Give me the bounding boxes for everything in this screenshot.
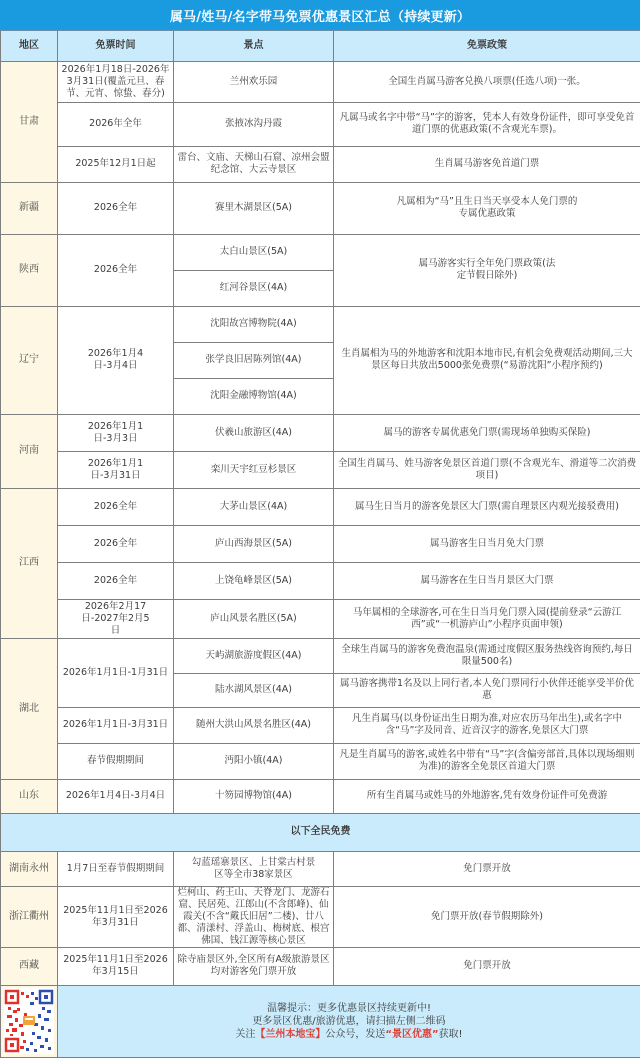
time-cell: 2025年11月1日至2026年3月15日 xyxy=(58,947,174,985)
time-cell: 2026年全年 xyxy=(58,102,174,146)
region-cell: 甘肃 xyxy=(1,61,58,182)
table-row xyxy=(1,886,640,947)
table-row xyxy=(1,146,640,182)
site-cell: 勾蓝瑶寨景区、上甘棠古村景区等全市38家景区 xyxy=(174,851,334,886)
time-cell: 2026全年 xyxy=(58,488,174,525)
policy-cell: 属马游客实行全年免门票政策(法定节假日除外) xyxy=(334,234,640,306)
policy-table xyxy=(0,31,640,1058)
policy-cell: 属马游客携带1名及以上同行者,本人免门票同行小伙伴还能享受半价优惠 xyxy=(334,673,640,707)
site-cell: 栾川天宇红豆杉景区 xyxy=(174,451,334,488)
region-cell: 西藏 xyxy=(1,947,58,985)
table-row xyxy=(1,488,640,525)
policy-cell: 属马游客生日当月免大门票 xyxy=(334,525,640,562)
site-cell: 除寺庙景区外,全区所有A级旅游景区均对游客免门票开放 xyxy=(174,947,334,985)
policy-cell: 属马的游客专属优惠免门票(需现场单独购买保险) xyxy=(334,414,640,451)
table-row xyxy=(1,306,640,342)
policy-cell: 马年属相的全球游客,可在生日当月免门票入园(提前登录“云游江西”或“一机游庐山”小程序页面申领) xyxy=(334,599,640,638)
qr-code-icon[interactable] xyxy=(4,988,54,1054)
policy-cell: 免门票开放 xyxy=(334,851,640,886)
region-cell: 河南 xyxy=(1,414,58,488)
time-cell: 2026全年 xyxy=(58,182,174,234)
policy-cell: 生肖属相为马的外地游客和沈阳本地市民,有机会免费观活动期间,三大景区每日共放出5000张免费票(“易游沈阳”小程序预约) xyxy=(334,306,640,414)
time-cell: 2026年1月1日-3月31日 xyxy=(58,451,174,488)
site-cell: 张学良旧居陈列馆(4A) xyxy=(174,342,334,378)
region-cell: 江西 xyxy=(1,488,58,638)
time-cell: 2026全年 xyxy=(58,234,174,306)
table-row xyxy=(1,61,640,102)
region-cell: 浙江衢州 xyxy=(1,886,58,947)
footer-line-1: 温馨提示：更多优惠景区持续更新中! xyxy=(61,1002,637,1015)
region-cell: 新疆 xyxy=(1,182,58,234)
table-row xyxy=(1,562,640,599)
table-row xyxy=(1,743,640,779)
site-cell: 十笏园博物馆(4A) xyxy=(174,779,334,813)
site-cell: 兰州欢乐园 xyxy=(174,61,334,102)
region-cell: 山东 xyxy=(1,779,58,813)
account-name: 【兰州本地宝】 xyxy=(255,1029,325,1040)
time-cell: 2026全年 xyxy=(58,525,174,562)
footer-mid: 公众号，发送 xyxy=(325,1029,385,1040)
time-cell: 2025年11月1日至2026年3月31日 xyxy=(58,886,174,947)
policy-cell: 凡是生肖属马的游客,或姓名中带有“马”字(含偏旁部首,具体以现场细则为准)的游客全免景区首道大门票 xyxy=(334,743,640,779)
policy-cell: 所有生肖属马或姓马的外地游客,凭有效身份证件可免费游 xyxy=(334,779,640,813)
site-cell: 天屿湖旅游度假区(4A) xyxy=(174,638,334,673)
site-cell: 庐山西海景区(5A) xyxy=(174,525,334,562)
site-cell: 雷台、文庙、天梯山石窟、凉州会盟纪念馆、大云寺景区 xyxy=(174,146,334,182)
policy-cell: 全国生肖属马、姓马游客免景区首道门票(不含观光车、滑道等二次消费项目) xyxy=(334,451,640,488)
time-cell: 春节假期期间 xyxy=(58,743,174,779)
table-row xyxy=(1,414,640,451)
time-cell: 2026年1月1日-3月31日 xyxy=(58,707,174,743)
qr-cell xyxy=(1,985,58,1057)
region-cell: 陕西 xyxy=(1,234,58,306)
table-row xyxy=(1,638,640,673)
site-cell: 沈阳金融博物馆(4A) xyxy=(174,378,334,414)
keyword: “景区优惠” xyxy=(385,1029,438,1040)
header-row xyxy=(1,31,640,61)
section-row xyxy=(1,813,640,851)
footer-message xyxy=(58,985,640,1057)
table-row xyxy=(1,525,640,562)
col-header-region: 地区 xyxy=(1,31,58,61)
section-heading: 以下全民免费 xyxy=(1,813,640,851)
page-title: 属马/姓马/名字带马免票优惠景区汇总（持续更新） xyxy=(0,0,640,31)
table-row xyxy=(1,182,640,234)
time-cell: 2026全年 xyxy=(58,562,174,599)
site-cell: 伏羲山旅游区(4A) xyxy=(174,414,334,451)
footer-line-2: 更多景区优惠/旅游优惠，请扫描左侧二维码 xyxy=(61,1015,637,1028)
site-cell: 太白山景区(5A) xyxy=(174,234,334,270)
time-cell: 2026年1月4日-3月4日 xyxy=(58,306,174,414)
table-row xyxy=(1,234,640,270)
site-cell: 陆水湖风景区(4A) xyxy=(174,673,334,707)
site-cell: 沔阳小镇(4A) xyxy=(174,743,334,779)
table-row xyxy=(1,851,640,886)
time-cell: 2026年1月18日-2026年3月31日(覆盖元旦、春节、元宵、惊蛰、春分) xyxy=(58,61,174,102)
time-cell: 2026年2月17日-2027年2月5日 xyxy=(58,599,174,638)
col-header-time: 免票时间 xyxy=(58,31,174,61)
policy-cell: 免门票开放(春节假期除外) xyxy=(334,886,640,947)
table-row xyxy=(1,102,640,146)
site-cell: 烂柯山、药王山、天脊龙门、龙游石窟、民居苑、江郎山(不含郎峰)、仙霞关(不含“戴氏旧居”二楼)、廿八都、清漾村、浮盖山、梅树底、根宫佛国、钱江源等核心景区 xyxy=(174,886,334,947)
region-cell: 湖北 xyxy=(1,638,58,779)
site-cell: 赛里木湖景区(5A) xyxy=(174,182,334,234)
policy-cell: 生肖属马游客免首道门票 xyxy=(334,146,640,182)
footer-row xyxy=(1,985,640,1057)
site-cell: 红河谷景区(4A) xyxy=(174,270,334,306)
footer-line-3 xyxy=(61,1028,637,1041)
time-cell: 1月7日至春节假期期间 xyxy=(58,851,174,886)
table-row xyxy=(1,947,640,985)
table-row xyxy=(1,779,640,813)
time-cell: 2026年1月1日-3月3日 xyxy=(58,414,174,451)
policy-cell: 全球生肖属马的游客免费泡温泉(需通过度假区服务热线咨询预约,每日限量500名) xyxy=(334,638,640,673)
policy-cell: 凡生肖属马(以身份证出生日期为准,对应农历马年出生),或名字中含“马”字及同音、近音汉字的游客,免景区大门票 xyxy=(334,707,640,743)
table-row xyxy=(1,707,640,743)
region-cell: 辽宁 xyxy=(1,306,58,414)
policy-cell: 凡属马或名字中带“马”字的游客，凭本人有效身份证件，即可享受免首道门票的优惠政策(不含观光车票)。 xyxy=(334,102,640,146)
site-cell: 随州大洪山风景名胜区(4A) xyxy=(174,707,334,743)
site-cell: 张掖冰沟丹霞 xyxy=(174,102,334,146)
site-cell: 大茅山景区(4A) xyxy=(174,488,334,525)
policy-cell: 免门票开放 xyxy=(334,947,640,985)
col-header-policy: 免票政策 xyxy=(334,31,640,61)
footer-suffix: 获取! xyxy=(439,1029,463,1040)
site-cell: 沈阳故宫博物院(4A) xyxy=(174,306,334,342)
table-row xyxy=(1,599,640,638)
site-cell: 庐山风景名胜区(5A) xyxy=(174,599,334,638)
time-cell: 2026年1月1日-1月31日 xyxy=(58,638,174,707)
time-cell: 2026年1月4日-3月4日 xyxy=(58,779,174,813)
policy-cell: 凡属相为“马”且生日当天享受本人免门票的专属优惠政策 xyxy=(334,182,640,234)
footer-prefix: 关注 xyxy=(235,1029,255,1040)
region-cell: 湖南永州 xyxy=(1,851,58,886)
table-row xyxy=(1,451,640,488)
policy-cell: 属马生日当月的游客免景区大门票(需自理景区内观光接驳费用) xyxy=(334,488,640,525)
policy-cell: 属马游客在生日当月景区大门票 xyxy=(334,562,640,599)
time-cell: 2025年12月1日起 xyxy=(58,146,174,182)
col-header-site: 景点 xyxy=(174,31,334,61)
site-cell: 上饶龟峰景区(5A) xyxy=(174,562,334,599)
policy-cell: 全国生肖属马游客兑换八项票(任选八项)一张。 xyxy=(334,61,640,102)
